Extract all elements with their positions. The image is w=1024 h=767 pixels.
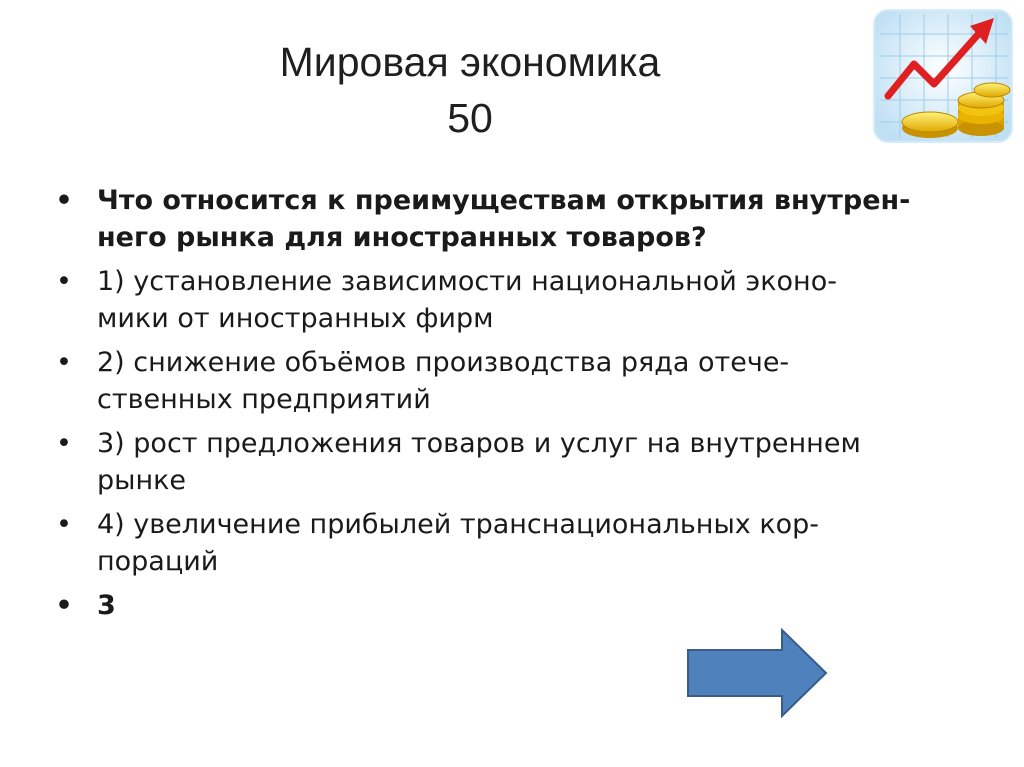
option-item-1 xyxy=(54,263,984,337)
option-item-2 xyxy=(54,344,984,418)
option-line-2: ственных предприятий xyxy=(97,384,431,415)
bullet-list xyxy=(54,182,984,631)
next-arrow-icon[interactable] xyxy=(686,628,828,718)
option-item-3 xyxy=(54,425,984,499)
bullet-dot: • xyxy=(56,509,72,540)
option-line-2: рынке xyxy=(97,465,187,496)
title-number: 50 xyxy=(447,95,493,141)
title-main: Мировая экономика xyxy=(279,39,661,85)
option-line-2: пораций xyxy=(97,546,219,577)
growth-chart-coins-icon xyxy=(870,4,1018,150)
bullet-dot: • xyxy=(56,428,72,459)
question-line-2: него рынка для иностранных товаров? xyxy=(97,222,707,253)
bullet-dot: • xyxy=(56,266,72,297)
answer-item xyxy=(54,587,984,624)
question-item xyxy=(54,182,984,256)
answer-text: 3 xyxy=(97,590,116,621)
slide-title xyxy=(120,34,820,146)
option-line-1: 2) снижение объёмов производства ряда отече- xyxy=(97,347,790,378)
option-line-1: 3) рост предложения товаров и услуг на внутреннем xyxy=(97,428,861,459)
bullet-dot: • xyxy=(56,347,72,378)
bullet-dot: • xyxy=(55,590,73,621)
option-line-1: 1) установление зависимости национальной эконо- xyxy=(97,266,837,297)
option-line-1: 4) увеличение прибылей транснациональных кор- xyxy=(97,509,820,540)
option-item-4 xyxy=(54,506,984,580)
option-line-2: мики от иностранных фирм xyxy=(97,303,494,334)
question-line-1: Что относится к преимуществам открытия внутрен- xyxy=(97,185,911,216)
bullet-dot: • xyxy=(55,185,73,216)
